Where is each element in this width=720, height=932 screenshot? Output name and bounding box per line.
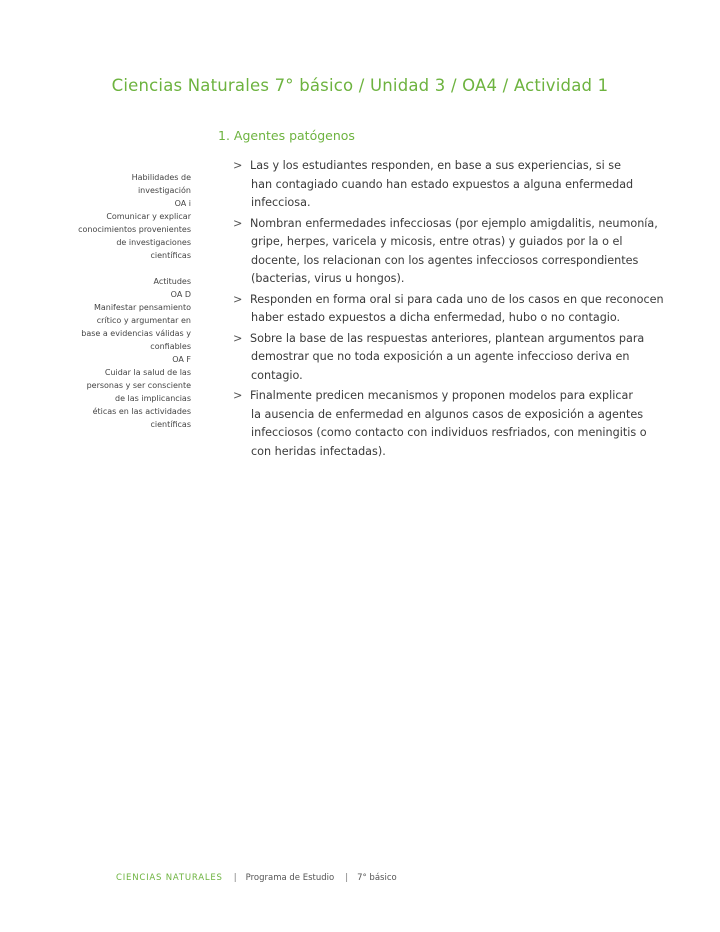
sidebar-line: confiables bbox=[150, 342, 191, 351]
activity-line: la ausencia de enfermedad en algunos casos de exposición a agentes bbox=[251, 407, 644, 421]
sidebar-line: de las implicancias bbox=[115, 394, 191, 403]
sidebar-line: Comunicar y explicar bbox=[106, 212, 191, 221]
sidebar-line: personas y ser consciente bbox=[86, 381, 191, 390]
sidebar-line: de investigaciones bbox=[116, 238, 191, 247]
footer-grade: 7° básico bbox=[357, 873, 397, 883]
footer-separator: | bbox=[233, 873, 237, 883]
activity-item bbox=[233, 157, 638, 213]
sidebar-line: investigación bbox=[137, 186, 191, 195]
chevron-right-icon: > bbox=[233, 292, 243, 306]
activity-line: Sobre la base de las respuestas anteriores, plantean argumentos para bbox=[250, 331, 645, 345]
footer-program: Programa de Estudio bbox=[245, 873, 335, 883]
sidebar-line: éticas en las actividades bbox=[92, 407, 191, 416]
activity-item bbox=[233, 387, 647, 461]
activity-line: demostrar que no toda exposición a un agente infeccioso deriva en bbox=[251, 350, 630, 363]
sidebar-line: Habilidades de bbox=[131, 173, 191, 182]
activity-line: Las y los estudiantes responden, en base a sus experiencias, si se bbox=[250, 159, 621, 172]
activity-line: (bacterias, virus u hongos). bbox=[251, 272, 405, 285]
sidebar-line: OA i bbox=[174, 199, 191, 208]
activity-line: contagio. bbox=[251, 368, 303, 382]
chevron-right-icon: > bbox=[233, 216, 243, 230]
activity-list bbox=[233, 157, 664, 463]
activity-item bbox=[233, 291, 664, 328]
activity-line: infecciosa. bbox=[251, 196, 311, 209]
activity-line: gripe, herpes, varicela y micosis, entre otras) y guiados por la o el bbox=[251, 235, 623, 248]
sidebar-line: base a evidencias válidas y bbox=[81, 329, 191, 338]
activity-line: infecciosos (como contacto con individuos resfriados, con meningitis o bbox=[251, 426, 647, 439]
sidebar-line: OA D bbox=[170, 290, 191, 299]
sidebar-line: conocimientos provenientes bbox=[78, 225, 191, 234]
sidebar-group-attitudes bbox=[76, 275, 191, 431]
activity-line: docente, los relacionan con los agentes infecciosos correspondientes bbox=[251, 253, 639, 267]
sidebar-line: científicas bbox=[150, 420, 191, 429]
activity-line: Responden en forma oral si para cada uno de los casos en que reconocen bbox=[250, 292, 664, 306]
sidebar-objectives bbox=[76, 171, 191, 444]
page-title: Ciencias Naturales 7° básico / Unidad 3 / OA4 / Actividad 1 bbox=[111, 76, 609, 95]
activity-line: haber estado expuestos a dicha enfermedad, hubo o no contagio. bbox=[251, 311, 621, 324]
section-heading: 1. Agentes patógenos bbox=[218, 128, 355, 143]
footer-subject: CIENCIAS NATURALES bbox=[116, 873, 223, 883]
chevron-right-icon: > bbox=[233, 159, 243, 172]
activity-line: Finalmente predicen mecanismos y proponen modelos para explicar bbox=[250, 389, 633, 402]
sidebar-line: Actitudes bbox=[153, 277, 191, 286]
sidebar-line: Manifestar pensamiento bbox=[93, 303, 191, 312]
sidebar-line: crítico y argumentar en bbox=[96, 316, 191, 325]
activity-line: han contagiado cuando han estado expuestos a alguna enfermedad bbox=[251, 177, 634, 191]
activity-item bbox=[233, 215, 658, 289]
footer-separator: | bbox=[345, 873, 349, 883]
activity-item bbox=[233, 330, 645, 386]
sidebar-line: Cuidar la salud de las bbox=[104, 368, 191, 377]
sidebar-line: OA F bbox=[172, 355, 191, 364]
chevron-right-icon: > bbox=[233, 389, 243, 402]
sidebar-group-skills bbox=[76, 171, 191, 262]
page-footer bbox=[116, 873, 397, 883]
activity-line: Nombran enfermedades infecciosas (por ejemplo amigdalitis, neumonía, bbox=[250, 216, 658, 230]
sidebar-line: científicas bbox=[150, 251, 191, 260]
chevron-right-icon: > bbox=[233, 331, 243, 345]
activity-line: con heridas infectadas). bbox=[251, 444, 386, 458]
